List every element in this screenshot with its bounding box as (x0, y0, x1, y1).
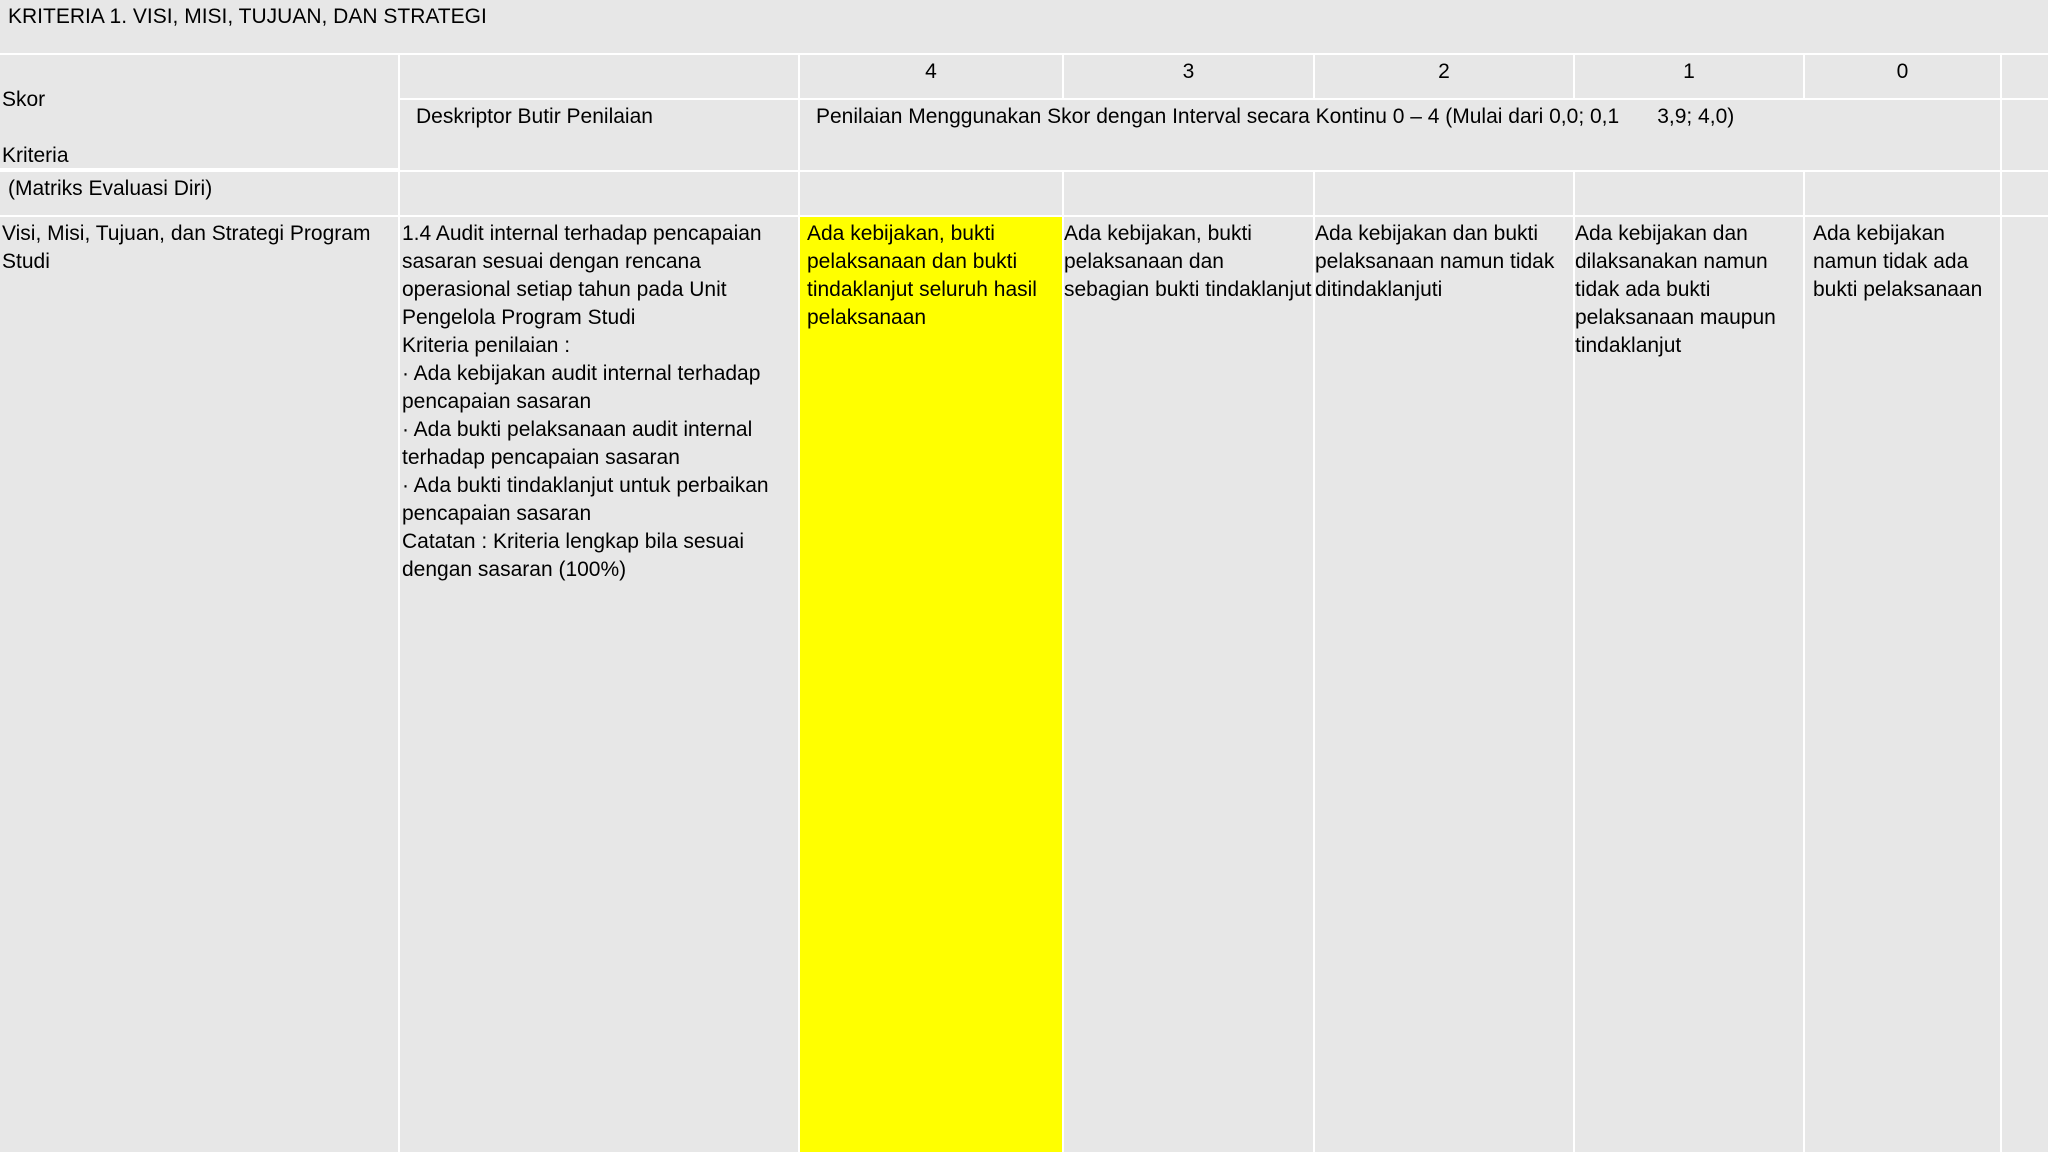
empty-cell-edge (2002, 217, 2048, 1152)
score-0-cell: Ada kebijakan namun tidak ada bukti pelaksanaan (1805, 217, 2000, 1152)
empty-cell (400, 172, 798, 215)
header-empty-edge (2002, 55, 2048, 98)
scoring-note (800, 100, 2000, 170)
score-header-4: 4 (800, 55, 1062, 98)
empty-cell (1064, 172, 1313, 215)
score-2-cell: Ada kebijakan dan bukti pelaksanaan namun tidak ditindaklanjuti (1315, 217, 1573, 1152)
score-4-cell: Ada kebijakan, bukti pelaksanaan dan bukti tindaklanjut seluruh hasil pelaksanaan (800, 217, 1062, 1152)
header-empty-edge-2 (2002, 100, 2048, 170)
header-empty-descriptor (400, 55, 798, 98)
header-skor-kriteria (0, 55, 398, 168)
scoring-note-range-end: 3,9; 4,0) (1657, 105, 1735, 128)
matrix-label: (Matriks Evaluasi Diri) (0, 172, 398, 215)
score-header-2: 2 (1315, 55, 1573, 98)
score-header-3: 3 (1064, 55, 1313, 98)
empty-cell (1805, 172, 2000, 215)
scoring-note-text: Penilaian Menggunakan Skor dengan Interval secara Kontinu 0 – 4 (Mulai dari 0,0; 0,1 (816, 105, 1620, 128)
criterion-cell: Visi, Misi, Tujuan, dan Strategi Program Studi (0, 217, 398, 1152)
descriptor-label: Deskriptor Butir Penilaian (400, 100, 798, 170)
empty-cell (1575, 172, 1803, 215)
descriptor-cell: 1.4 Audit internal terhadap pencapaian sasaran sesuai dengan rencana operasional setiap tahun pada Unit Pengelola Program Studi Kriteria penilaian : · Ada kebijakan audit internal terhadap pencapaian sasaran · Ada bukti pelaksanaan audit internal terhadap pencapaian sasaran · Ada bukti tindaklanjut untuk perbaikan pencapaian sasaran Catatan : Kriteria lengkap bila sesuai dengan sasaran (100%) (400, 217, 798, 1152)
table-title: KRITERIA 1. VISI, MISI, TUJUAN, DAN STRATEGI (0, 0, 2048, 53)
score-3-cell: Ada kebijakan, bukti pelaksanaan dan sebagian bukti tindaklanjut (1064, 217, 1313, 1152)
kriteria-label: Kriteria (2, 144, 69, 167)
score-1-cell: Ada kebijakan dan dilaksanakan namun tidak ada bukti pelaksanaan maupun tindaklanjut (1575, 217, 1803, 1152)
score-header-0: 0 (1805, 55, 2000, 98)
empty-cell (2002, 172, 2048, 215)
score-header-1: 1 (1575, 55, 1803, 98)
empty-cell (800, 172, 1062, 215)
empty-cell (1315, 172, 1573, 215)
skor-label: Skor (2, 88, 46, 111)
